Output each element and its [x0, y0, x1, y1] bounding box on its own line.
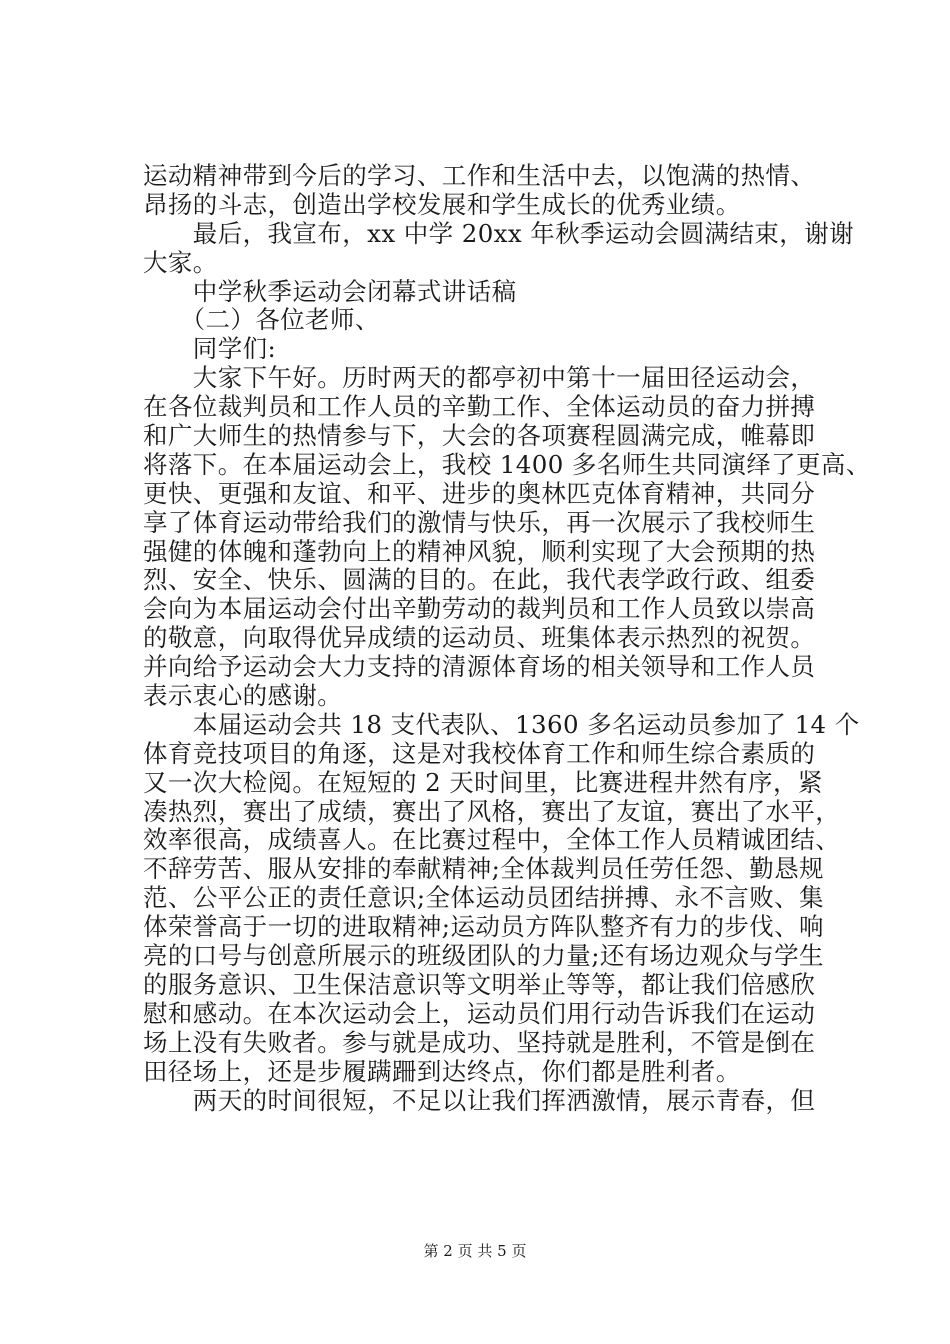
text-line: 范、公平公正的责任意识;全体运动员团结拼搏、永不言败、集 — [143, 883, 824, 913]
text-line: 最后，我宣布，xx 中学 20xx 年秋季运动会圆满结束，谢谢 — [143, 218, 855, 248]
text-line: 会向为本届运动会付出辛勤劳动的裁判员和工作人员致以崇高 — [143, 594, 816, 624]
text-line: 体育竞技项目的角逐，这是对我校体育工作和师生综合素质的 — [143, 738, 816, 768]
text-line: 田径场上，还是步履蹒跚到达终点，你们都是胜利者。 — [143, 1056, 741, 1086]
text-line: 大家。 — [143, 247, 218, 277]
text-line: 凑热烈，赛出了成绩，赛出了风格，赛出了友谊，赛出了水平， — [143, 796, 841, 826]
text-line: 烈、安全、快乐、圆满的目的。在此，我代表学政行政、组委 — [143, 565, 816, 595]
text-line: 本届运动会共 18 支代表队、1360 多名运动员参加了 14 个 — [143, 709, 860, 739]
text-line: 并向给予运动会大力支持的清源体育场的相关领导和工作人员 — [143, 652, 816, 682]
text-line: 体荣誉高于一切的进取精神;运动员方阵队整齐有力的步伐、响 — [143, 912, 824, 942]
document-body — [143, 161, 871, 1115]
text-line: 同学们: — [143, 334, 277, 364]
text-line: 场上没有失败者。参与就是成功、坚持就是胜利，不管是倒在 — [143, 1027, 816, 1057]
text-line: 中学秋季运动会闭幕式讲话稿 — [143, 276, 517, 306]
text-line: 在各位裁判员和工作人员的辛勤工作、全体运动员的奋力拼搏 — [143, 392, 816, 422]
page-footer: 第 2 页 共 5 页 — [423, 1242, 527, 1260]
text-line: 两天的时间很短，不足以让我们挥洒激情，展示青春，但 — [143, 1085, 816, 1115]
text-line: 大家下午好。历时两天的都亭初中第十一届田径运动会， — [143, 363, 816, 393]
text-line: 享了体育运动带给我们的激情与快乐，再一次展示了我校师生 — [143, 507, 816, 537]
text-line: 将落下。在本届运动会上，我校 1400 多名师生共同演绎了更高、 — [143, 449, 871, 479]
text-line: 强健的体魄和蓬勃向上的精神风貌，顺利实现了大会预期的热 — [143, 536, 816, 566]
text-line: 表示衷心的感谢。 — [143, 681, 343, 711]
text-line: 和广大师生的热情参与下，大会的各项赛程圆满完成，帷幕即 — [143, 421, 816, 451]
text-line: 昂扬的斗志，创造出学校发展和学生成长的优秀业绩。 — [143, 189, 741, 219]
text-line: 运动精神带到今后的学习、工作和生活中去，以饱满的热情、 — [143, 161, 816, 190]
text-line: 更快、更强和友谊、和平、进步的奥林匹克体育精神，共同分 — [143, 478, 816, 508]
text-line: 的敬意，向取得优异成绩的运动员、班集体表示热烈的祝贺。 — [143, 623, 816, 653]
text-line: 的服务意识、卫生保洁意识等文明举止等等，都让我们倍感欣 — [143, 969, 816, 999]
text-line: 慰和感动。在本次运动会上，运动员们用行动告诉我们在运动 — [143, 998, 816, 1028]
text-line: （二）各位老师、 — [143, 305, 380, 335]
text-line: 又一次大检阅。在短短的 2 天时间里，比赛进程井然有序，紧 — [143, 767, 823, 797]
text-line: 不辞劳苦、服从安排的奉献精神;全体裁判员任劳任怨、勤恳规 — [143, 854, 824, 884]
text-line: 亮的口号与创意所展示的班级团队的力量;还有场边观众与学生 — [143, 941, 824, 971]
text-line: 效率很高，成绩喜人。在比赛过程中，全体工作人员精诚团结、 — [143, 825, 841, 855]
